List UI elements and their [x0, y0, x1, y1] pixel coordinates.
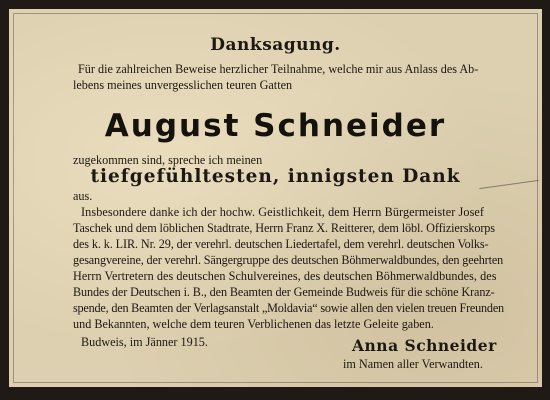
intro-line-2: lebens meines unvergesslichen teuren Gatten	[73, 78, 293, 92]
body-line-6: Bundes der Deutschen i. B., den Beamten der Gemeinde Budweis für die schöne Kranz-	[73, 285, 495, 299]
body-line-1: Insbesondere danke ich der hochw. Geistlichkeit, dem Herrn Bürgermeister Josef	[81, 205, 485, 219]
body-line-8: und Bekannten, welche dem teuren Verblichenen das letzte Geleite gaben.	[73, 317, 434, 331]
intro-line-1: Für die zahlreichen Beweise herzlicher Teilnahme, welche mir aus Anlass des Ab-	[78, 62, 479, 76]
body-line-2: Taschek und dem löblichen Stadtrate, Herrn Franz X. Reitterer, dem löbl. Offizierskorps	[73, 221, 495, 235]
deceased-name: August Schneider	[104, 108, 447, 144]
body-line-7: spende, den Beamten der Verlagsanstalt „Moldavia“ sowie allen den vielen treuen Freunden	[73, 301, 504, 315]
signature-name: Anna Schneider	[352, 336, 497, 355]
signature-subtitle: im Namen aller Verwandten.	[343, 357, 483, 371]
notice-title: Danksagung.	[210, 35, 341, 55]
body-line-3: des k. k. LIR. Nr. 29, der verehrl. deutschen Liedertafel, dem verehrl. deutschen Volks-	[73, 237, 489, 251]
place-date: Budweis, im Jänner 1915.	[81, 335, 208, 349]
received-line: zugekommen sind, spreche ich meinen	[73, 153, 263, 167]
aus-line: aus.	[73, 189, 93, 203]
body-line-5: Herrn Vertretern des deutschen Schulvereines, des deutschen Böhmerwaldbundes, des	[73, 269, 497, 283]
body-line-4: gesangvereine, der verehrl. Sängergruppe des deutschen Böhmerwaldbundes, den geehrten	[73, 253, 504, 267]
thanks-line: tiefgefühltesten, innigsten Dank	[90, 166, 461, 187]
